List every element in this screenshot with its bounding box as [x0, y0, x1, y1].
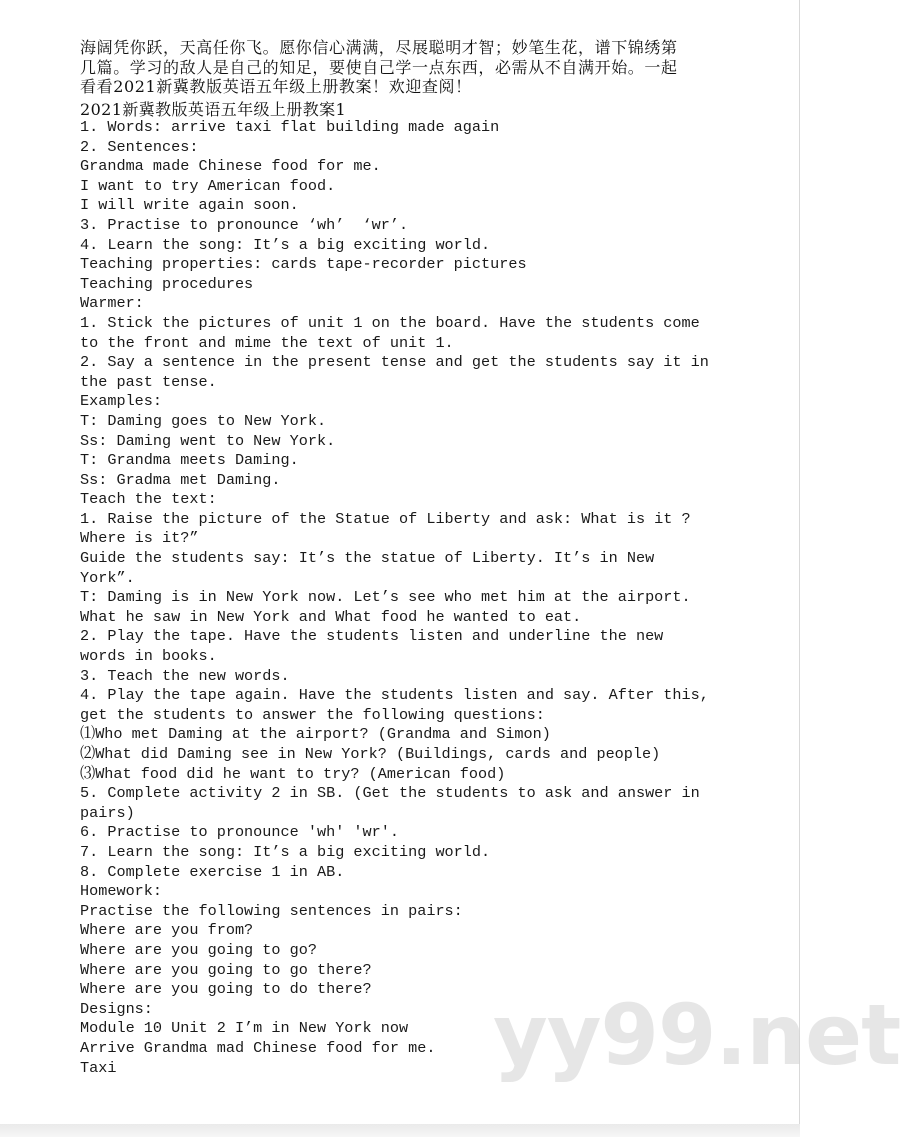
text-line: Teaching properties: cards tape-recorder pictures	[80, 255, 527, 274]
text-line: 1. Stick the pictures of unit 1 on the board. Have the students come	[80, 313, 700, 332]
lesson-body	[80, 118, 720, 1078]
text-line: Ss: Gradma met Daming.	[80, 470, 281, 489]
text-line: Module 10 Unit 2 I’m in New York now	[80, 1019, 409, 1038]
text-line: 2. Say a sentence in the present tense and get the students say it in	[80, 353, 709, 372]
text-line: T: Grandma meets Daming.	[80, 451, 299, 470]
text-line: Where are you from?	[80, 921, 254, 940]
text-line: Ss: Daming went to New York.	[80, 431, 336, 450]
text-line: T: Daming is in New York now. Let’s see who met him at the airport.	[80, 588, 691, 607]
text-line: 3. Practise to pronounce ‘wh’ ‘wr’.	[80, 215, 409, 234]
text-line: get the students to answer the following questions:	[80, 705, 545, 724]
text-line: I want to try American food.	[80, 176, 336, 195]
page-bottom-edge	[0, 1124, 800, 1137]
text-line: Arrive Grandma mad Chinese food for me.	[80, 1038, 436, 1057]
text-line: Grandma made Chinese food for me.	[80, 157, 381, 176]
text-line: 4. Play the tape again. Have the students listen and say. After this,	[80, 686, 709, 705]
text-line: Taxi	[80, 1058, 117, 1077]
text-line: ⑵What did Daming see in New York? (Buildings, cards and people)	[80, 745, 661, 763]
watermark-logo: yy99.net	[493, 986, 900, 1084]
text-line: T: Daming goes to New York.	[80, 411, 327, 430]
text-line: What he saw in New York and What food he wanted to eat.	[80, 607, 582, 626]
text-line: ⑴Who met Daming at the airport? (Grandma and Simon)	[80, 725, 551, 744]
intro-line: 几篇。学习的敌人是自己的知足，要使自己学一点东西，必需从不自满开始。一起	[80, 57, 678, 77]
text-line: 5. Complete activity 2 in SB. (Get the students to ask and answer in	[80, 784, 700, 803]
text-line: Where are you going to do there?	[80, 980, 372, 999]
text-line: pairs)	[80, 803, 135, 822]
intro-line: 海阔凭你跃，天高任你飞。愿你信心满满，尽展聪明才智；妙笔生花，谱下锦绣第	[80, 38, 678, 57]
text-line: 4. Learn the song: It’s a big exciting world.	[80, 235, 491, 254]
text-line: words in books.	[80, 647, 217, 666]
text-line: the past tense.	[80, 372, 217, 391]
text-line: ⑶What food did he want to try? (American food)	[80, 764, 506, 783]
text-line: 2. Play the tape. Have the students listen and underline the new	[80, 627, 664, 646]
intro-paragraph	[80, 38, 705, 97]
text-line: 1. Raise the picture of the Statue of Liberty and ask: What is it ?	[80, 509, 691, 528]
text-line: Where are you going to go there?	[80, 960, 372, 979]
text-line: Where are you going to go?	[80, 940, 317, 959]
text-line: 2. Sentences:	[80, 137, 199, 156]
text-line: 6. Practise to pronounce 'wh' 'wr'.	[80, 823, 399, 842]
text-line: York”.	[80, 568, 135, 587]
text-line: 7. Learn the song: It’s a big exciting world.	[80, 842, 491, 861]
text-line: Warmer:	[80, 294, 144, 313]
text-line: Teach the text:	[80, 490, 217, 509]
intro-line: 看看2021新冀教版英语五年级上册教案！欢迎查阅！	[80, 77, 472, 96]
text-line: Homework:	[80, 882, 163, 901]
text-line: 8. Complete exercise 1 in AB.	[80, 862, 345, 881]
text-line: Examples:	[80, 392, 163, 411]
text-line: Teaching procedures	[80, 274, 254, 293]
text-line: I will write again soon.	[80, 196, 299, 215]
text-line: 1. Words: arrive taxi flat building made again	[80, 118, 500, 136]
text-line: Designs:	[80, 999, 153, 1018]
text-line: Where is it?”	[80, 529, 199, 548]
text-line: 3. Teach the new words.	[80, 666, 290, 685]
lesson-title: 2021新冀教版英语五年级上册教案1	[80, 100, 347, 119]
text-line: Practise the following sentences in pairs:	[80, 901, 463, 920]
text-line: Guide the students say: It’s the statue of Liberty. It’s in New	[80, 549, 655, 568]
text-line: to the front and mime the text of unit 1.	[80, 333, 454, 352]
